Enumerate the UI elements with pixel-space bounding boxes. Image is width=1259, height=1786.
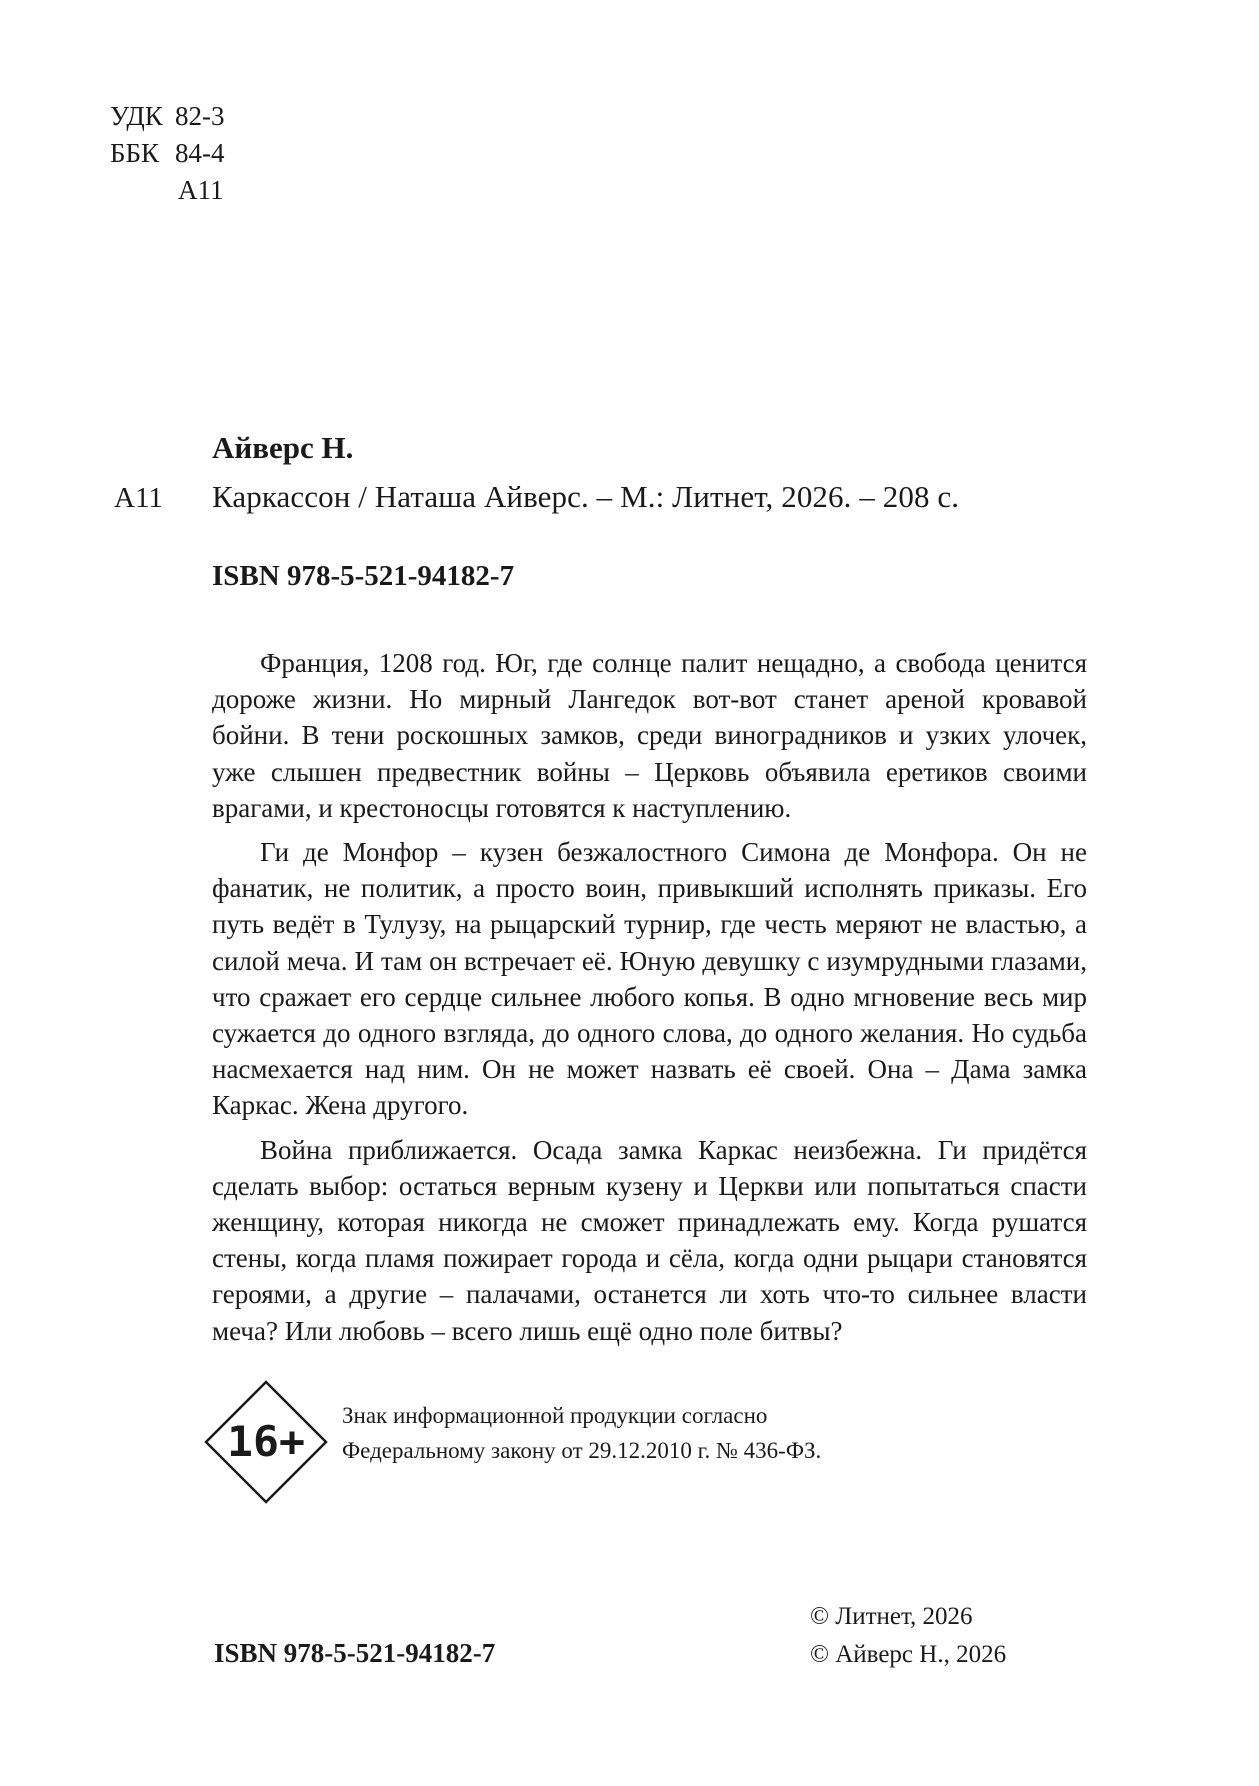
author-mark: А11 <box>114 482 163 514</box>
copyright-publisher: © Литнет, 2026 <box>810 1603 973 1630</box>
udk-row <box>110 98 225 135</box>
annotation-paragraph: Война приближается. Осада замка Каркас неизбежна. Ги придётся сделать выбор: остаться верным кузену и Церкви или попытаться спасти женщину, которая никогда не сможет принадлежать ему. Когда рушатся стены, когда пламя пожирает города и сёла, когда одни рыцари становятся героями, а другие – палачами, останется ли хоть что-то сильнее власти меча? Или любовь – всего лишь ещё одно поле битвы? <box>212 1134 1087 1346</box>
udk-value: 82-3 <box>175 101 225 131</box>
annotation-paragraph: Ги де Монфор – кузен безжалостного Симона де Монфора. Он не фанатик, не политик, а просто воин, привыкший исполнять приказы. Его путь ведёт в Тулузу, на рыцарский турнир, где честь меряют не властью, а силой меча. И там он встречает её. Юную девушку с изумрудными глазами, что сражает его сердце сильнее любого копья. В одно мгновение весь мир сужается до одного взгляда, до одного слова, до одного желания. Но судьба насмехается над ним. Он не может назвать её своей. Она – Дама замка Каркас. Жена другого. <box>212 837 1087 1121</box>
copyright-block <box>810 1598 1006 1674</box>
bibliographic-description: Каркассон / Наташа Айверс. – М.: Литнет, 2026. – 208 с. <box>212 479 960 514</box>
annotation <box>212 645 1087 1357</box>
age-rating-note-line: Федеральному закону от 29.12.2010 г. № 436-ФЗ. <box>342 1438 822 1463</box>
isbn-footer: ISBN 978-5-521-94182-7 <box>214 1638 496 1668</box>
age-rating-label: 16+ <box>227 1417 305 1466</box>
udk-label: УДК <box>110 101 163 131</box>
copyright-author: © Айверс Н., 2026 <box>810 1641 1007 1668</box>
author-code: А11 <box>178 175 224 205</box>
age-rating-note-line: Знак информационной продукции согласно <box>342 1403 768 1428</box>
annotation-paragraph: Франция, 1208 год. Юг, где солнце палит нещадно, а свобода ценится дороже жизни. Но мирный Лангедок вот-вот станет ареной кровавой бойни. В тени роскошных замков, среди виноградников и узких улочек, уже слышен предвестник войны – Церковь объявила еретиков своими врагами, и крестоносцы готовятся к наступлению. <box>212 648 1087 823</box>
bbk-value: 84-4 <box>175 138 225 168</box>
classification-block <box>110 98 225 209</box>
age-rating-note <box>342 1398 821 1468</box>
bbk-row <box>110 135 225 172</box>
isbn-heading: ISBN 978-5-521-94182-7 <box>212 560 515 592</box>
bbk-label: ББК <box>110 138 160 168</box>
age-rating-sign <box>204 1380 328 1504</box>
author-heading: Айверс Н. <box>212 430 354 465</box>
